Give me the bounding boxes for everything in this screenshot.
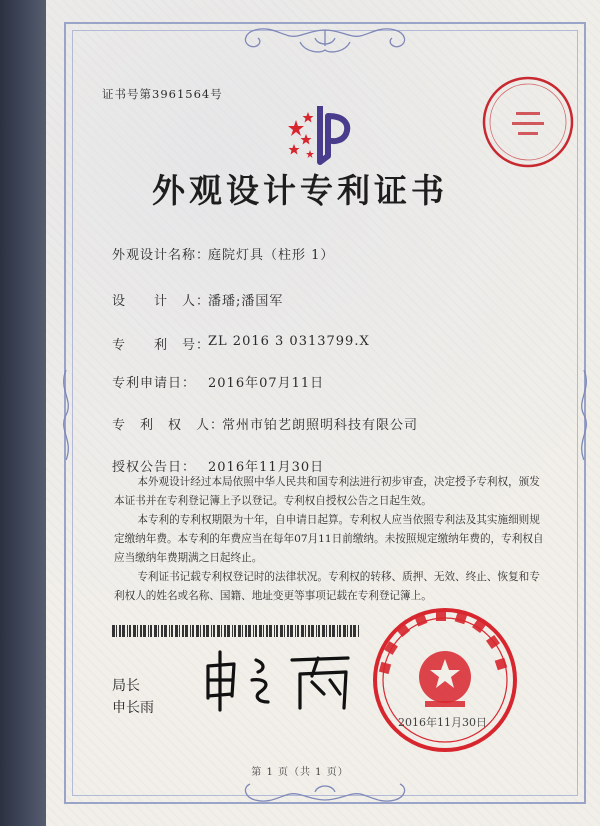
- field-label-design-name: 外观设计名称：: [112, 248, 211, 263]
- left-ornament: [56, 370, 76, 460]
- body-paragraph: 本外观设计经过本局依照中华人民共和国专利法进行初步审查，决定授予专利权，颁发本证书并在专利登记簿上予以登记。专利权自授权公告之日起生效。: [114, 476, 540, 507]
- seal-date: 2016年11月30日: [398, 716, 487, 729]
- field-label-designer: 设 计 人：: [112, 294, 211, 309]
- director-name: 申长雨: [112, 700, 154, 716]
- certificate-number: 证书号第3961564号: [102, 87, 223, 101]
- field-value-designer: 潘璠;潘国军: [208, 294, 284, 309]
- field-label-application-date: 专利申请日：: [112, 376, 197, 391]
- page-footer: 第 1 页（共 1 页）: [251, 767, 349, 778]
- field-label-grant-date: 授权公告日：: [112, 460, 197, 475]
- body-paragraph: 专利证书记载专利权登记时的法律状况。专利权的转移、质押、无效、终止、恢复和专利权人的姓名或名称、国籍、地址变更等事项记载在专利登记簿上。: [114, 571, 540, 602]
- patent-office-logo: [284, 98, 364, 166]
- field-value-application-date: 2016年07月11日: [208, 376, 325, 391]
- bottom-ornament: [230, 778, 420, 808]
- body-paragraph: 本专利的专利权期限为十年，自申请日起算。专利权人应当依照专利法及其实施细则规定缴纳年费。本专利的年费应当在每年07月11日前缴纳。未按照规定缴纳年费的，专利权自应当缴纳年费期满之日起终止。: [114, 514, 544, 564]
- document-title: 外观设计专利证书: [152, 171, 448, 210]
- field-value-patent-number: ZL 2016 3 0313799.X: [208, 334, 370, 349]
- director-signature: [200, 646, 360, 716]
- field-value-design-name: 庭院灯具（柱形 1）: [208, 248, 335, 263]
- national-ip-seal: [370, 605, 520, 755]
- agency-stamp: [478, 72, 578, 172]
- field-label-patent-number: 专 利 号：: [112, 338, 211, 353]
- binder-spine: [0, 0, 46, 826]
- right-ornament: [574, 370, 594, 460]
- barcode: [112, 625, 362, 637]
- certificate-body-text: [114, 473, 549, 606]
- field-label-patentee: 专 利 权 人：: [112, 418, 225, 433]
- field-value-patentee: 常州市铂艺朗照明科技有限公司: [222, 418, 419, 433]
- field-value-grant-date: 2016年11月30日: [208, 460, 325, 475]
- top-ornament: [230, 24, 420, 64]
- director-title: 局长: [112, 678, 140, 694]
